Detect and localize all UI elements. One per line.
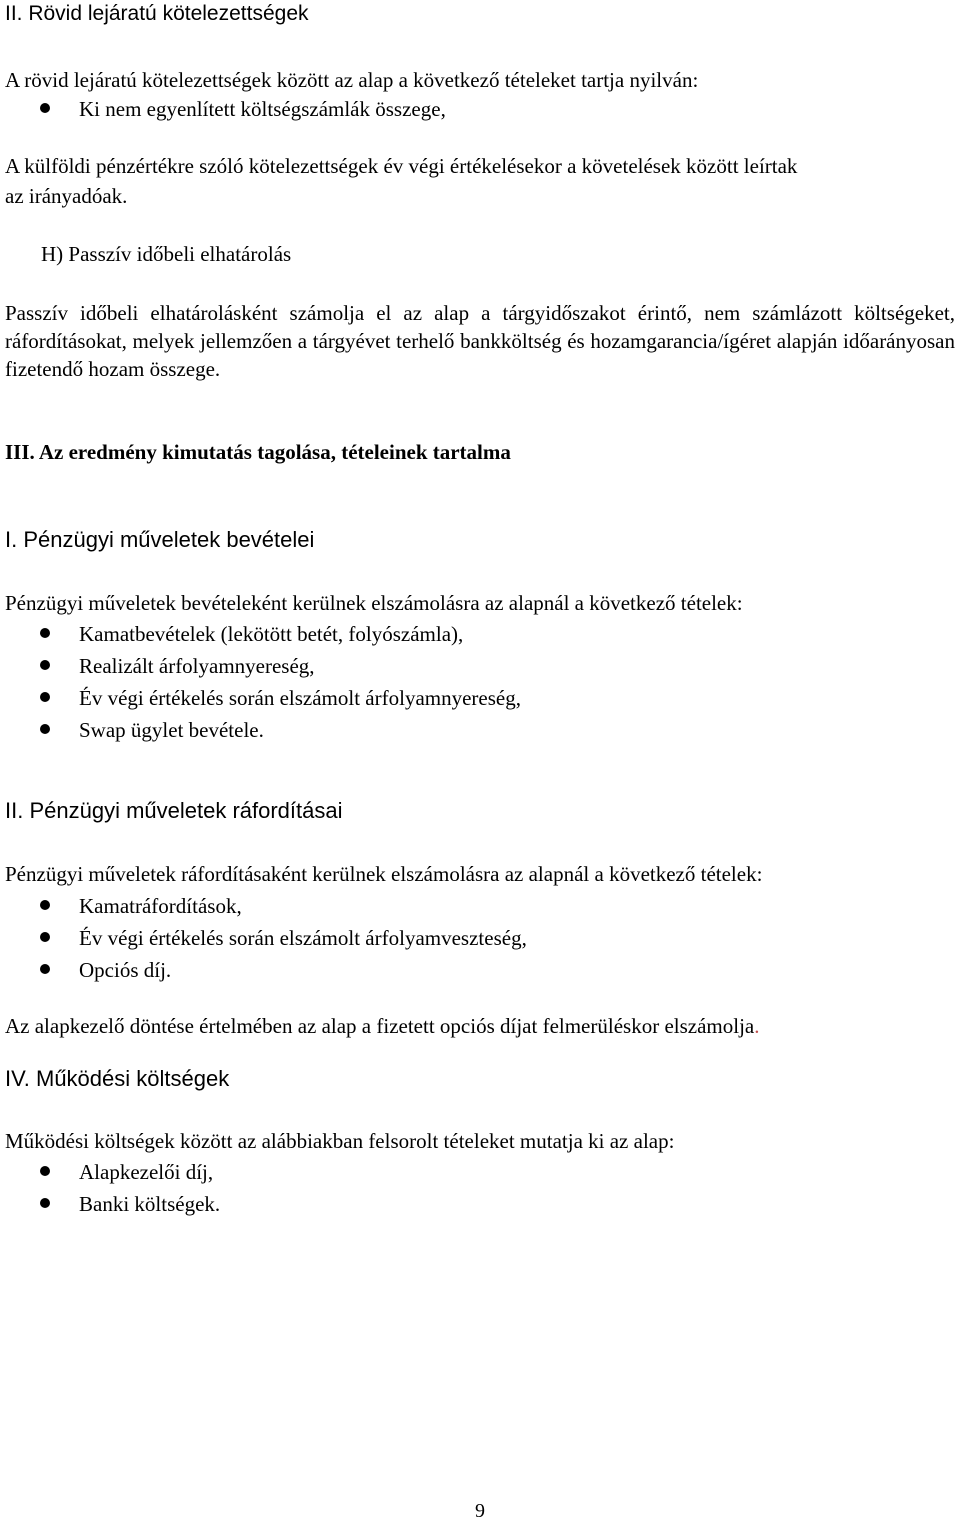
section-heading-financial-income: I. Pénzügyi műveletek bevételei — [5, 527, 315, 552]
list-item: Év végi értékelés során elszámolt árfolyamnyereség, — [79, 686, 521, 710]
list-item: Banki költségek. — [79, 1192, 221, 1216]
page-number: 9 — [475, 1500, 485, 1522]
passive-accrual-paragraph: Passzív időbeli elhatárolásként számolja el az alap a tárgyidőszakot érintő, nem számlázott költségeket, ráfordításokat, melyek jellemzően a tárgyévet terhelő bankköltség és hozamgarancia/ígéret alapján időarányosan fizetendő hozam összege. — [5, 301, 955, 381]
list-item: Év végi értékelés során elszámolt árfolyamveszteség, — [79, 926, 527, 950]
bullet-icon — [40, 692, 50, 702]
list-item: Ki nem egyenlített költségszámlák összege, — [79, 97, 446, 121]
section-heading-income-statement: III. Az eredmény kimutatás tagolása, tételeinek tartalma — [5, 440, 511, 464]
financial-income-intro: Pénzügyi műveletek bevételeként kerülnek elszámolásra az alapnál a következő tételek: — [5, 591, 743, 615]
financial-expenses-intro: Pénzügyi műveletek ráfordításaként kerülnek elszámolásra az alapnál a következő tételek: — [5, 862, 763, 886]
bullet-icon — [40, 1166, 50, 1176]
section-heading-passive-accrual: H) Passzív időbeli elhatárolás — [41, 242, 292, 266]
bullet-icon — [40, 628, 50, 638]
list-item: Alapkezelői díj, — [79, 1160, 214, 1184]
financial-expenses-note — [5, 1013, 759, 1039]
financial-expenses-note-period: . — [754, 1014, 760, 1038]
bullet-icon — [40, 1198, 50, 1208]
section-heading-operating-costs: IV. Működési költségek — [5, 1066, 230, 1091]
list-item: Realizált árfolyamnyereség, — [79, 654, 315, 678]
section-heading-financial-expenses: II. Pénzügyi műveletek ráfordításai — [5, 798, 343, 823]
list-item: Kamatbevételek (lekötött betét, folyószámla), — [79, 622, 464, 646]
list-item: Opciós díj. — [79, 958, 172, 982]
short-liabilities-note-line2: az irányadóak. — [5, 184, 128, 208]
bullet-icon — [40, 724, 50, 734]
short-liabilities-note-line1: A külföldi pénzértékre szóló kötelezettségek év végi értékelésekor a követelések között leírtak — [5, 154, 798, 178]
bullet-icon — [40, 932, 50, 942]
bullet-icon — [40, 660, 50, 670]
list-item: Kamatráfordítások, — [79, 894, 242, 918]
financial-expenses-note-text: Az alapkezelő döntése értelmében az alap a fizetett opciós díjat felmerüléskor elszámolja — [5, 1014, 755, 1038]
list-item: Swap ügylet bevétele. — [79, 718, 264, 742]
short-liabilities-intro: A rövid lejáratú kötelezettségek között az alap a következő tételeket tartja nyilván: — [5, 68, 699, 92]
operating-costs-intro: Működési költségek között az alábbiakban felsorolt tételeket mutatja ki az alap: — [5, 1129, 675, 1153]
bullet-icon — [40, 964, 50, 974]
bullet-icon — [40, 103, 50, 113]
section-heading-short-liabilities: II. Rövid lejáratú kötelezettségek — [5, 2, 309, 25]
bullet-icon — [40, 900, 50, 910]
